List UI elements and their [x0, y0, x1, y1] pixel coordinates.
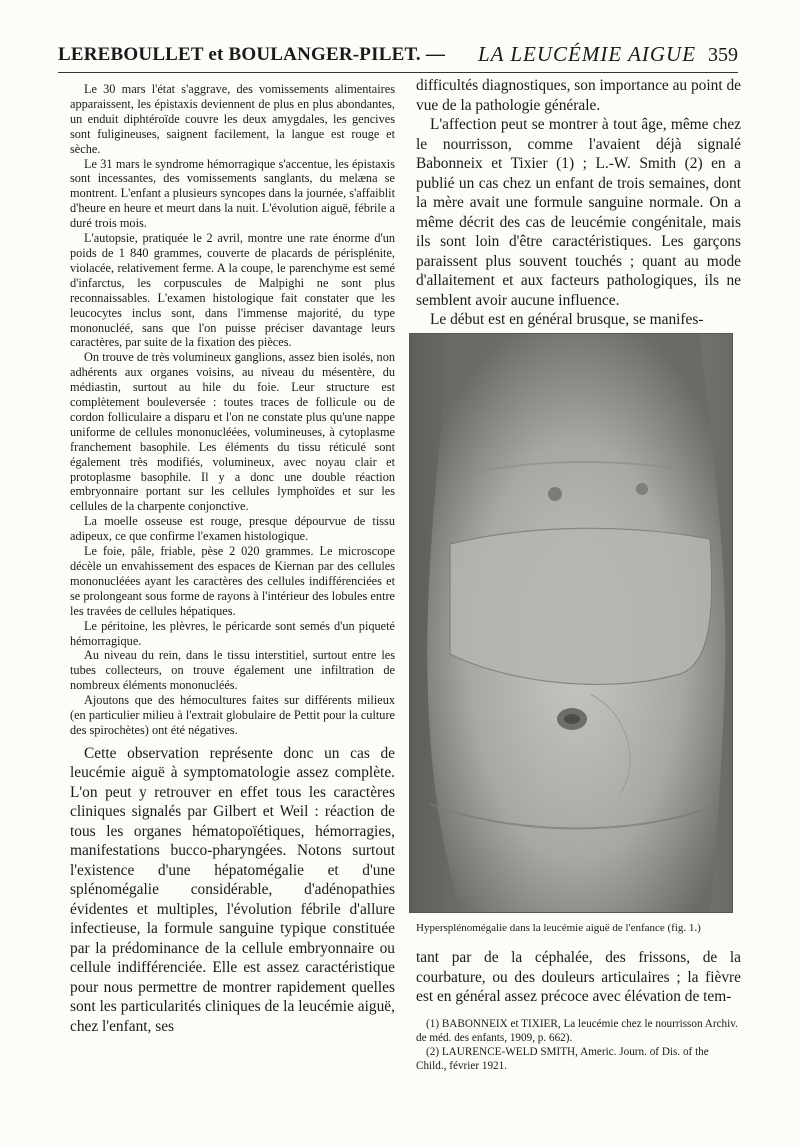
abdomen-photograph [410, 334, 732, 912]
paragraph-31-mars: Le 31 mars le syndrome hémorragique s'accentue, les épistaxis sont incessantes, des vomissements sanglants, du melæna se montrent. L'enfant a plusieurs syncopes dans la journée, s'affaiblit d'heure en heure et meurt dans la nuit. L'évolution aiguë, fébrile a duré trois mois. [70, 156, 395, 231]
paragraph-hemocultures: Ajoutons que des hémocultures faites sur différents milieux (en particulier milieu à l'extrait globulaire de Pettit pour la culture des spirochètes) ont été négatives. [70, 693, 395, 737]
paragraph-rein: Au niveau du rein, dans le tissu interstitiel, surtout entre les tubes collecteurs, on trouve également une infiltration de nombreux éléments mononucléés. [70, 648, 395, 693]
header-authors: LEREBOULLET et BOULANGER-PILET. — [58, 44, 446, 65]
paragraph-foie: Le foie, pâle, friable, pèse 2 020 grammes. Le microscope décèle un envahissement des espaces de Kiernan par des cellules mononucléées ayant les caractères des cellules indifférenciées et se prolongeant sous forme de rayons à l'intérieur des lobules entre les travées de cellules hépatiques. [70, 544, 395, 618]
paragraph-ganglions: On trouve de très volumineux ganglions, assez bien isolés, non adhérents aux organes voisins, au niveau du mésentère, du médiastin, surtout au hile du foie. Leur structure est complètement bouleversée : toutes traces de follicule ou de cordon folliculaire a disparu et l'on ne constate plus qu'une nappe uniforme de cellules mononucléées, volumineuses, à cytoplasme franchement basophile. Les éléments du tissu réticulé sont également très modifiés, volumineux, avec noyau clair et protoplasme basophile. Il y a donc une double réaction embryonnaire portant sur les cellules lymphoïdes et sur les cellules de la charpente conjonctive. [70, 350, 395, 514]
paragraph-observation: Cette observation représente donc un cas de leucémie aiguë à symptomatologie assez complète. L'on peut y retrouver en effet tous les caractères cliniques signalés par Gilbert et Weil : réaction de tous les organes hématopoïétiques, hémorragies, manifestations bucco-pharyngées. Notons surtout l'existence d'une hépatomégalie et d'une splénomégalie considérable, d'adénopathies évidentes et multiples, l'évolution fébrile d'allure infectieuse, la formule sanguine typique constituée par la prédominance de la cellule embryonnaire ou cellule indifférenciée. Elle est assez caractéristique pour nous permettre de montrer rapidement quelles sont les particularités cliniques de la leucémie aiguë, chez l'enfant, ses [70, 744, 395, 1035]
page-number: 359 [708, 44, 738, 66]
paragraph-30-mars: Le 30 mars l'état s'aggrave, des vomissements alimentaires apparaissent, les épistaxis deviennent de plus en plus abondantes, un enduit diphtéroïde couvre les deux amygdales, les gencives sont fuligineuses, saignent facilement, la langue est rouge et sèche. [70, 82, 395, 156]
paragraph-moelle-osseuse: La moelle osseuse est rouge, presque dépourvue de tissu adipeux, ce que confirme l'examen histologique. [70, 514, 395, 544]
running-header [58, 42, 738, 73]
paragraph-autopsie: L'autopsie, pratiquée le 2 avril, montre une rate énorme d'un poids de 1 840 grammes, couverte de placards de périsplénite, violacée, relativement ferme. A la coupe, le parenchyme est semé d'infarctus, les corpuscules de Malpighi ne sont plus reconnaissables. L'examen histologique fait constater que les leucocytes inclus sont, dans l'immense majorité, du type mononucléé, sans que l'on puisse préciser davantage leurs caractères, par suite de la fixation des pièces. [70, 231, 395, 350]
paragraph-continuation: tant par de la céphalée, des frissons, de la courbature, ou des douleurs articulaires ; la fièvre est en général assez précoce avec élévation de tem- [416, 949, 741, 1005]
paragraph-peritoine: Le péritoine, les plèvres, le péricarde sont semés d'un piqueté hémorragique. [70, 618, 395, 648]
paragraph-difficultes: difficultés diagnostiques, son importance au point de vue de la pathologie générale. [416, 77, 741, 114]
left-column [70, 82, 395, 1036]
clinical-photograph-figure [409, 333, 733, 913]
footnotes [416, 1017, 741, 1073]
header-title: LA LEUCÉMIE AIGUE [478, 42, 697, 66]
footnote-2: (2) LAURENCE-WELD SMITH, Americ. Journ. of Dis. of the Child., février 1921. [416, 1046, 709, 1072]
discussion-text [70, 744, 395, 1037]
right-column-continuation [416, 948, 741, 1007]
footnote-1: (1) BABONNEIX et TIXIER, La leucémie chez le nourrisson Archiv. de méd. des enfants, 1909, p. 662). [416, 1018, 738, 1044]
paragraph-debut: Le début est en général brusque, se manifes- [430, 311, 704, 328]
case-report-small-print [70, 82, 395, 738]
right-column [416, 76, 741, 330]
figure-caption: Hypersplénomégalie dans la leucémie aiguë de l'enfance (fig. 1.) [416, 922, 701, 934]
paragraph-affection: L'affection peut se montrer à tout âge, même chez le nourrisson, comme l'avaient déjà signalé Babonneix et Tixier (1) ; L.-W. Smith (2) en a publié un cas chez un enfant de trois semaines, dont la mère avait une formule sanguine normale. On a même décrit des cas de leucémie congénitale, mais ils sont loin d'être caractéristiques. Les garçons paraissent plus souvent touchés ; quant au mode d'allaitement et aux facteurs pathologiques, ils ne semblent avoir aucune influence. [416, 116, 741, 309]
